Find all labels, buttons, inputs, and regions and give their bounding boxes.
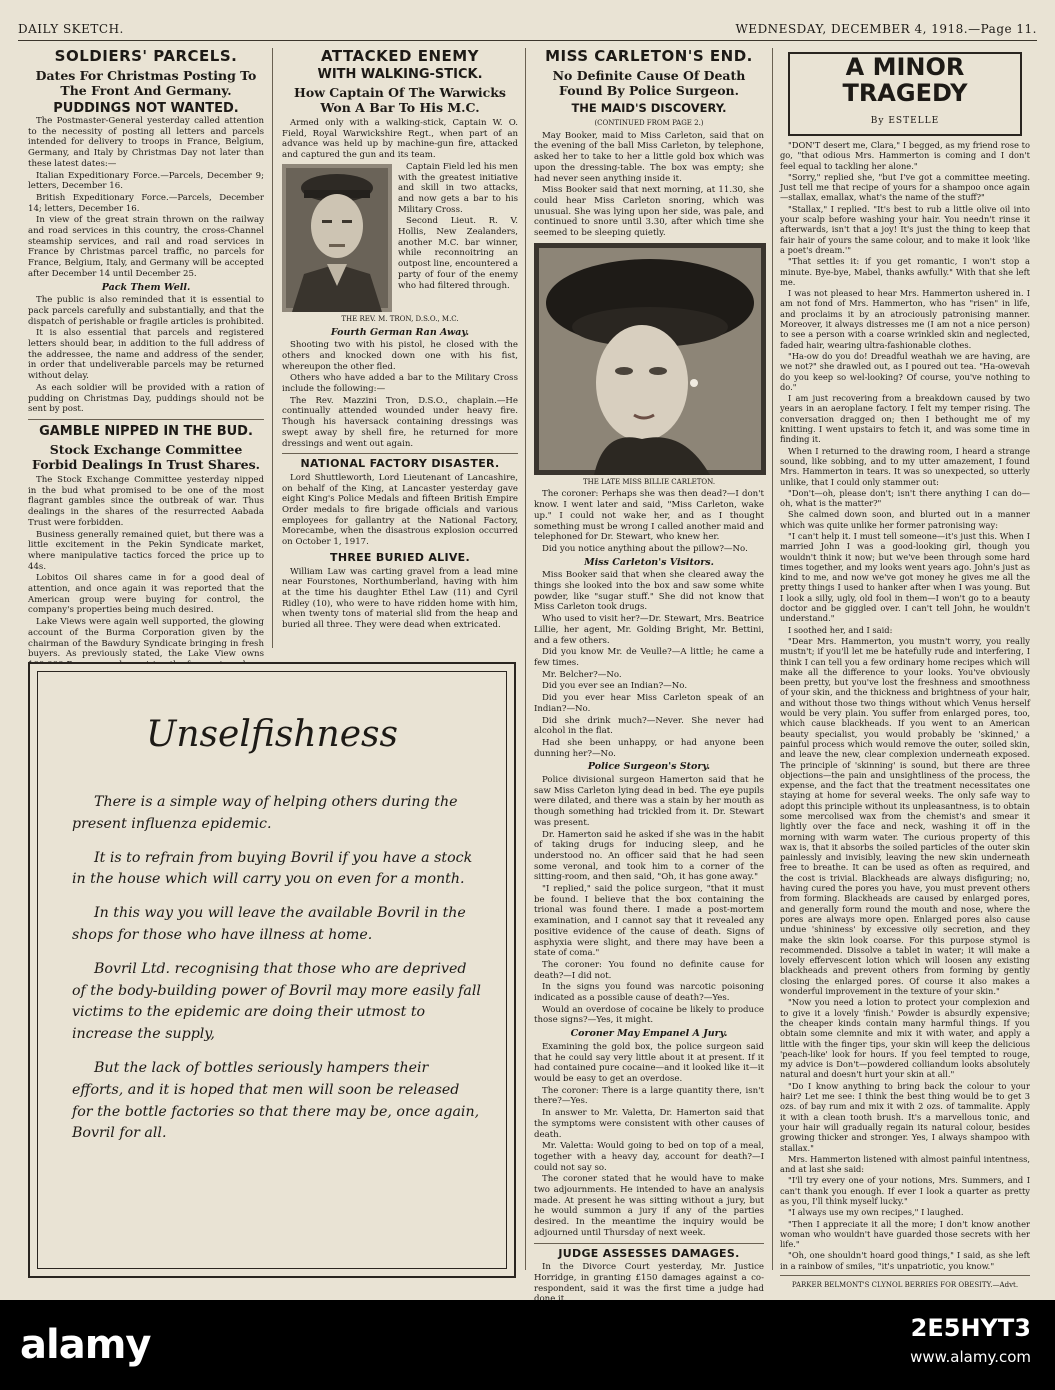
portrait-photo-tron — [282, 164, 392, 312]
column-attacked-enemy — [282, 48, 518, 648]
headline-walking-stick: WITH WALKING-STICK. — [317, 67, 483, 82]
masthead — [18, 22, 1037, 40]
paragraph: "Do I know anything to bring back the colour to your hair? Let me see: I think the best thing would be to get 3 ozs. of bay rum and mix it with 2 ozs. of tammalite. Apply it with a clean tooth brush. It's a marvellous tonic, and your hair will gradually regain its natural colour, besides growing thicker and stronger. Yes, I always shampoo with stallax." — [780, 1080, 1030, 1153]
paragraph: The Rev. Mazzini Tron, D.S.O., chaplain.—He continually attended wounded under heavy fire. Though his haversack containing dressings was swept away by shell fire, he returned for more dressings and went out again. — [282, 395, 518, 449]
headline-three-buried: THREE BURIED ALIVE. — [330, 550, 470, 564]
paragraph: Police divisional surgeon Hamerton said that he saw Miss Carleton lying dead in bed. The eye pupils were dilated, and there was a stain by her mouth as though something had trickled from it. Dr. Stewart was present. — [534, 775, 764, 828]
paragraph: Dr. Hamerton said he asked if she was in the habit of taking drugs for inducing sleep, and he understood no. An officer said that he had seen some veronal, and took him to a corner of the sitting-room, and then said, "Oh, it has gone away." — [534, 829, 764, 883]
paper-name: DAILY SKETCH. — [18, 22, 124, 36]
photo-caption-carleton: THE LATE MISS BILLIE CARLETON. — [582, 477, 716, 486]
paragraph: "Ha-ow do you do! Dreadful weathah we are having, are we not?" she drawled out, as I poured out tea. "Ha-owevah do you keep so wel-looking? Of course, you've nothing to do." — [780, 350, 1030, 392]
paragraph: She calmed down soon, and blurted out in a manner which was quite unlike her former patronising way: — [780, 509, 1030, 530]
masthead-rule — [18, 40, 1037, 41]
paragraph: Did you ever hear Miss Carleton speak of an Indian?—No. — [534, 693, 764, 714]
paragraph: Mr. Valetta: Would going to bed on top of a meal, together with a heavy day, account for death?—I could not say so. — [534, 1141, 764, 1173]
subhead-coroner-jury: Coroner May Empanel A Jury. — [570, 1028, 728, 1040]
paragraph: "I replied," said the police surgeon, "that it must be found. I believe that the box containing the trional was found there. I made a post-mortem examination, and I cannot say that it revealed any positive evidence of the cause of death. Signs of asphyxia were slight, and there may have been a state of coma." — [534, 884, 764, 959]
headline-judge-damages: JUDGE ASSESSES DAMAGES. — [558, 1246, 740, 1260]
paragraph: Others who have added a bar to the Military Cross include the following:— — [282, 373, 518, 395]
subhead-puddings: PUDDINGS NOT WANTED. — [53, 101, 239, 116]
advert-title-unselfishness: Unselfishness — [146, 714, 398, 755]
alamy-logo: alamy — [20, 1322, 151, 1368]
paragraph: Who used to visit her?—Dr. Stewart, Mrs. Beatrice Lillie, her agent, Mr. Golding Bright, Mr. Bettini, and a few others. — [534, 614, 764, 646]
subhead-visitors: Miss Carleton's Visitors. — [584, 556, 714, 568]
advert-paragraph: But the lack of bottles seriously hampers their efforts, and it is hoped that men will soon be released for the bottle factories so that there may be, once again, Bovril for all. — [72, 1059, 480, 1142]
divider — [534, 1243, 764, 1244]
paragraph: Miss Booker said that when she cleared away the things she looked into the box and saw some white powder, like "sugar stuff." She did not know that Miss Carleton took drugs. — [534, 570, 764, 613]
column-soldiers-parcels — [28, 47, 264, 660]
deck-stock-exchange: Stock Exchange Committee Forbid Dealings In Trust Shares. — [32, 441, 260, 472]
portrait-photo-carleton — [534, 243, 766, 475]
paragraph: In view of the great strain thrown on the railway and road services in this country, the cross-Channel steamship services, and rail and road services in France by Christmas parcel traffic, no parcels for France, Belgium, Italy, and Germany will be accepted after December 14 until December 25. — [28, 215, 264, 279]
paragraph: Examining the gold box, the police surgeon said that he could say very little about it at present. If it had contained pure cocaine—and it looked like it—it would be easy to get an overdose. — [534, 1041, 764, 1084]
paragraph: Lobitos Oil shares came in for a good deal of attention, and once again it was reported that the American group were buying for control, the company's properties being much desired. — [28, 573, 264, 616]
headline-national-factory: NATIONAL FACTORY DISASTER. — [300, 457, 500, 471]
paragraph: William Law was carting gravel from a lead mine near Fourstones, Northumberland, having with him at the time his daughter Ethel Law (11) and Cyril Ridley (10), who were to have ridden home with him, when twenty tons of material slid from the heap and buried all three. They were dead when extricated. — [282, 566, 518, 631]
paragraph: "Stallax," I replied. "It's best to rub a little olive oil into your scalp before washing your hair. You needn't rinse it afterwards, isn't that a joy! It's just the thing to keep that fair hair of yours the same colour, and to make it look 'like a poet's dream.'" — [780, 203, 1030, 255]
paragraph: Did you notice anything about the pillow?—No. — [542, 543, 748, 554]
column-miss-carleton — [534, 47, 764, 1294]
paragraph: "DON'T desert me, Clara," I begged, as my friend rose to go, "that odious Mrs. Hammerton is coming and I don't feel equal to tackling her alone." — [780, 140, 1030, 171]
title-minor: A MINOR — [845, 53, 965, 81]
paragraph: Did she drink much?—Never. She never had alcohol in the flat. — [534, 715, 764, 737]
paragraph: Mr. Belcher?—No. — [542, 669, 622, 680]
subhead-fourth-german: Fourth German Ran Away. — [330, 326, 470, 338]
continued-note: (CONTINUED FROM PAGE 2.) — [594, 119, 704, 127]
paragraph: "Now you need a lotion to protect your complexion and to give it a lovely 'finish.' Powder is absurdly expensive; the cheaper kinds contain many harmful things. If you obtain some clemnite and mix it with water, and apply a little with the finger tips, your skin will keep the delicious 'peach-like' look for hours. If you feel tempted to rouge, my advice is Don't—powdered colliandum looks absolutely natural and doesn't hurt your skin at all." — [780, 997, 1030, 1080]
paragraph: I am just recovering from a breakdown caused by two years in an aeroplane factory. I felt my temper rising. The conversation dragged on; then I bethought me of my knitting. I went upstairs to fetch it, and was some time in finding it. — [780, 393, 1030, 445]
advert-paragraph: It is to refrain from buying Bovril if you have a stock in the house which will carry you on even for a month. — [72, 849, 473, 888]
advert-footer-clynol: PARKER BELMONT'S CLYNOL BERRIES FOR OBESITY.—Advt. — [791, 1281, 1019, 1290]
bovril-advertisement — [28, 662, 516, 1278]
paragraph: "Sorry," replied she, "but I've got a committee meeting. Just tell me that recipe of yours for a shampoo once again—stallax, emallax, what's the name of the stuff?" — [780, 171, 1030, 203]
paragraph: "I always use my own recipes," I laughed. — [788, 1207, 964, 1218]
paragraph: Captain Field led his men with the greatest initiative and skill in two attacks, and now gets a bar to his Military Cross. — [398, 161, 518, 215]
paragraph: In the Divorce Court yesterday, Mr. Justice Horridge, in granting £150 damages against a co-respondent, said it was the first time a judge had — [534, 1262, 764, 1294]
subhead-maids-discovery: THE MAID'S DISCOVERY. — [571, 101, 727, 115]
paragraph: The coroner: Perhaps she was then dead?—I don't know. I went later and said, "Miss Carleton, wake up." I could not wake her, and as I thought something must be wrong I called another maid and telephoned for Dr. Stewart, who knew her. — [534, 489, 764, 543]
divider — [282, 453, 518, 454]
subhead-pack-them-well: Pack Them Well. — [101, 281, 191, 293]
paragraph: The coroner: There is a large quantity there, isn't there?—Yes. — [534, 1085, 764, 1107]
paragraph: Had she been unhappy, or had anyone been dunning her?—No. — [534, 737, 764, 759]
column-rule — [525, 48, 526, 1270]
paragraph: Did you ever see an Indian?—No. — [542, 681, 688, 692]
paragraph: In answer to Mr. Valetta, Dr. Hamerton said that the symptoms were consistent with other causes of death. — [534, 1108, 764, 1140]
paragraph: Second Lieut. R. V. Hollis, New Zealanders, another M.C. bar winner, while reconnoitring an outpost line, encountered a party of four of the enemy who had filtered through. — [398, 216, 518, 291]
paragraph: Miss Booker said that next morning, at 11.30, she could hear Miss Carleton snoring, which was unusual. She was lying upon her side, was pale, and continued to snore until 3.30, after which time she seemed to be sleeping quietly. — [534, 185, 764, 239]
paragraph: "Dear Mrs. Hammerton, you mustn't worry, you really mustn't; if you'll let me be hatefully rude and interfering, I think I can tell you a few ordinary home recipes which will make all the difference to your looks. You've obviously been pretty, but you've lost the freshness and smoothness of your skin, and the thickness and brightness of your hair, and without those two things without which Venus herself would be very plain. You suffer from enlarged pores, too, which cause blackheads. If you went to an American beauty specialist, you would probably be 'skinned,' a painful process which would remove the outer, soiled skin, and leave the new, clear complexion underneath exposed. The principle of 'skinning' is sound, but there are three objections—the pain and unsightliness of the process, the expense, and the fact that the treatment necessitates one staying at home for several weeks. The only safe way to adopt this principle without its unpleasantness, is to obtain some mercolised wax from the chemist's and smear it lightly over the face and neck, washing it off in the morning with warm water. The curious property of this wax is, that it absorbs the soiled particles of the outer skin painlessly and invisibly, leaving the new skin underneath free to breathe. It can be used as often as required, and the cost is trivial. Blackheads are always disfiguring; no, having cured the pores you have, you must prevent others from forming. Blackheads are caused by enlarged pores, and generally form round the mouth and nose, where the pores are always more open. Enlarged pores also cause undue 'shininess' by excessive oily secretion, and they make the skin look coarse. For this purpose stymol is recommended. Dissolve a tablet in water; it will make a lovely effervescent lotion which will loosen any existing blackheads and prevent others from forming by gently closing the enlarged pores. Of course it also makes a wonderful improvement in the texture of your skin." — [780, 635, 1031, 997]
paragraph: Mrs. Hammerton listened with almost painful intentness, and at last she said: — [780, 1153, 1030, 1175]
divider — [780, 1275, 1030, 1276]
advert-paragraph: Bovril Ltd. recognising that those who are deprived of the body-building power of Bovril may more easily fall victims to the epidemic are doing their utmost to increase the supply, — [72, 960, 481, 1043]
paragraph: The Postmaster-General yesterday called attention to the necessity of posting all letters and parcels intended for delivery to troops in France, Belgium, Germany, and Italy by Christmas Day not later than these latest dates:— — [28, 116, 264, 169]
paragraph: When I returned to the drawing room, I heard a strange sound, like sobbing, and to my utter amazement, I found Mrs. Hammerton in tears. It was so unexpected, so utterly unlike, that I could only stammer out: — [780, 445, 1030, 487]
stock-watermark-bar — [0, 1300, 1055, 1390]
paragraph: The Stock Exchange Committee yesterday nipped in the bud what promised to be one of the most flagrant gambles since the outbreak of war. Thus dealings in the shares of the resurrected Aabada Trust were forbidden. — [28, 474, 264, 528]
column-rule — [772, 48, 773, 1270]
headline-gamble: GAMBLE NIPPED IN THE BUD. — [39, 423, 253, 439]
title-box-minor-tragedy — [788, 52, 1022, 136]
paragraph: As each soldier will be provided with a ration of pudding on Christmas Day, puddings should not be sent by post. — [28, 382, 264, 415]
paragraph: "Don't—oh, please don't; isn't there anything I can do—oh, what is the matter?" — [780, 487, 1030, 509]
paragraph: Did you know Mr. de Veulle?—A little; he came a few times. — [534, 647, 764, 668]
advert-body — [72, 792, 484, 1157]
paragraph: In the signs you found was narcotic poisoning indicated as a possible cause of death?—Yes. — [534, 982, 764, 1004]
paragraph: I soothed her, and I said: — [788, 624, 893, 635]
subhead-police-surgeon: Police Surgeon's Story. — [587, 761, 711, 773]
paragraph: "That settles it: if you get romantic, I won't stop a minute. Bye-bye, Mabel, thanks awfully." With that she left me. — [780, 256, 1030, 287]
advert-paragraph: There is a simple way of helping others during the present influenza epidemic. — [72, 794, 458, 832]
deck-no-definite-cause: No Definite Cause Of Death Found By Police Surgeon. — [552, 68, 746, 98]
byline-estelle: By ESTELLE — [870, 116, 940, 126]
column-rule — [272, 48, 273, 648]
paragraph: Shooting two with his pistol, he closed with the others and knocked down one with his fist, whereupon the other fled. — [282, 340, 518, 372]
photo-caption-tron: THE REV. M. TRON, D.S.O., M.C. — [341, 314, 459, 323]
headline-miss-carleton: MISS CARLETON'S END. — [545, 47, 753, 65]
paragraph: British Expeditionary Force.—Parcels, December 14; letters, December 16. — [28, 192, 264, 214]
paragraph: It is also essential that parcels and registered letters should bear, in addition to the full address of the addressee, the name and address of the sender, in order that undeliverable parcels may be returned without delay. — [28, 328, 264, 382]
deck-warwicks: How Captain Of The Warwicks Won A Bar To His M.C. — [294, 85, 506, 115]
paragraph: The public is also reminded that it is essential to pack parcels carefully and substantially, and that the dispatch of perishable or fragile articles is prohibited. — [28, 295, 264, 327]
paragraph: Would an overdose of cocaine be likely to produce those signs?—Yes, it might. — [534, 1004, 764, 1026]
advert-paragraph: In this way you will leave the available Bovril in the shops for those who have illness at home. — [72, 905, 466, 943]
paragraph: "Oh, one shouldn't hoard good things," I said, as she left in a rainbow of smiles, "it's unpatriotic, you know." — [780, 1250, 1030, 1271]
paragraph: "I'll try every one of your notions, Mrs. Summers, and I can't thank you enough. If ever I look a quarter as pretty as you, I'll think myself lucky." — [780, 1175, 1030, 1206]
column-minor-tragedy — [780, 48, 1031, 1290]
divider — [28, 419, 264, 420]
paragraph: The coroner stated that he would have to make two adjournments. He intended to have an analysis made. At present he was sitting without a jury, but he would summon a jury if any of the parties desired. In the meantime the inquiry would be adjourned until Thursday of next week. — [534, 1174, 764, 1238]
date-page: WEDNESDAY, DECEMBER 4, 1918.—Page 11. — [735, 22, 1037, 36]
paragraph: Armed only with a walking-stick, Captain W. O. Field, Royal Warwickshire Regt., when part of an advance was held up by machine-gun fire, attacked and captured the gun and its team. — [282, 118, 518, 161]
title-tragedy: TRAGEDY — [842, 79, 968, 107]
image-id: 2E5HYT3 — [910, 1314, 1031, 1342]
paragraph: The coroner: You found no definite cause for death?—I did not. — [534, 959, 764, 981]
site-url: www.alamy.com — [910, 1348, 1031, 1366]
headline-soldiers-parcels: SOLDIERS' PARCELS. — [54, 47, 238, 65]
paragraph: Lord Shuttleworth, Lord Lieutenant of Lancashire, on behalf of the King, at Lancaster yesterday gave eight King's Police Medals and fifteen British Empire Order medals to fire brigade officials and various employees for gallantry at the National Factory, Morecambe, when the disastrous explosion occurred on October 1, 1917. — [282, 472, 518, 548]
paragraph: Lake Views were again well supported, the glowing account of the Burma Corporation given by the chairman of the Bawdury Syndicate bringing in fresh buyers. As previously stated, the Lake View owns — [28, 617, 264, 660]
headline-attacked-enemy: ATTACKED ENEMY — [320, 47, 480, 65]
paragraph: "I can't help it. I must tell someone—it's just this. When I married John I was a good-looking girl, though you wouldn't think it now; but we've been through some hard times together, and my looks went years ago. John's just as kind to me, and now we've got money he gives me all the pretty things I used to hanker after when I was young. But I look a silly, ugly, old fool in them—I won't go to a beauty doctor and be giggled over. I can't tell John, he wouldn't understand." — [780, 530, 1030, 624]
paragraph: "Then I appreciate it all the more; I don't know another woman who wouldn't have guarded those secrets with her life." — [780, 1218, 1030, 1250]
paragraph: May Booker, maid to Miss Carleton, said that on the evening of the ball Miss Carleton, by telephone, asked her to take to her a little gold box which was upon the dressing-table. The box was empty; she had never seen anything inside it. — [534, 130, 764, 184]
deck-christmas-posting: Dates For Christmas Posting To The Front And Germany. — [35, 68, 257, 98]
paragraph: I was not pleased to hear Mrs. Hammerton ushered in. I am not fond of Mrs. Hammerton, who has "risen" in life, and proclaims it by an atrociously patronising manner. Moreover, it always distresses me (I am not a nice person) to see a person with a coarse wrinkled skin and neglected, faded hair, wearing ultra-fashionable clothes. — [780, 288, 1030, 350]
paragraph: Business generally remained quiet, but there was a little excitement in the Pekin Syndicate market, where manipulative tactics forced the price up to 44s. — [28, 529, 264, 572]
paragraph: Italian Expeditionary Force.—Parcels, December 9; letters, December 16. — [28, 170, 264, 192]
